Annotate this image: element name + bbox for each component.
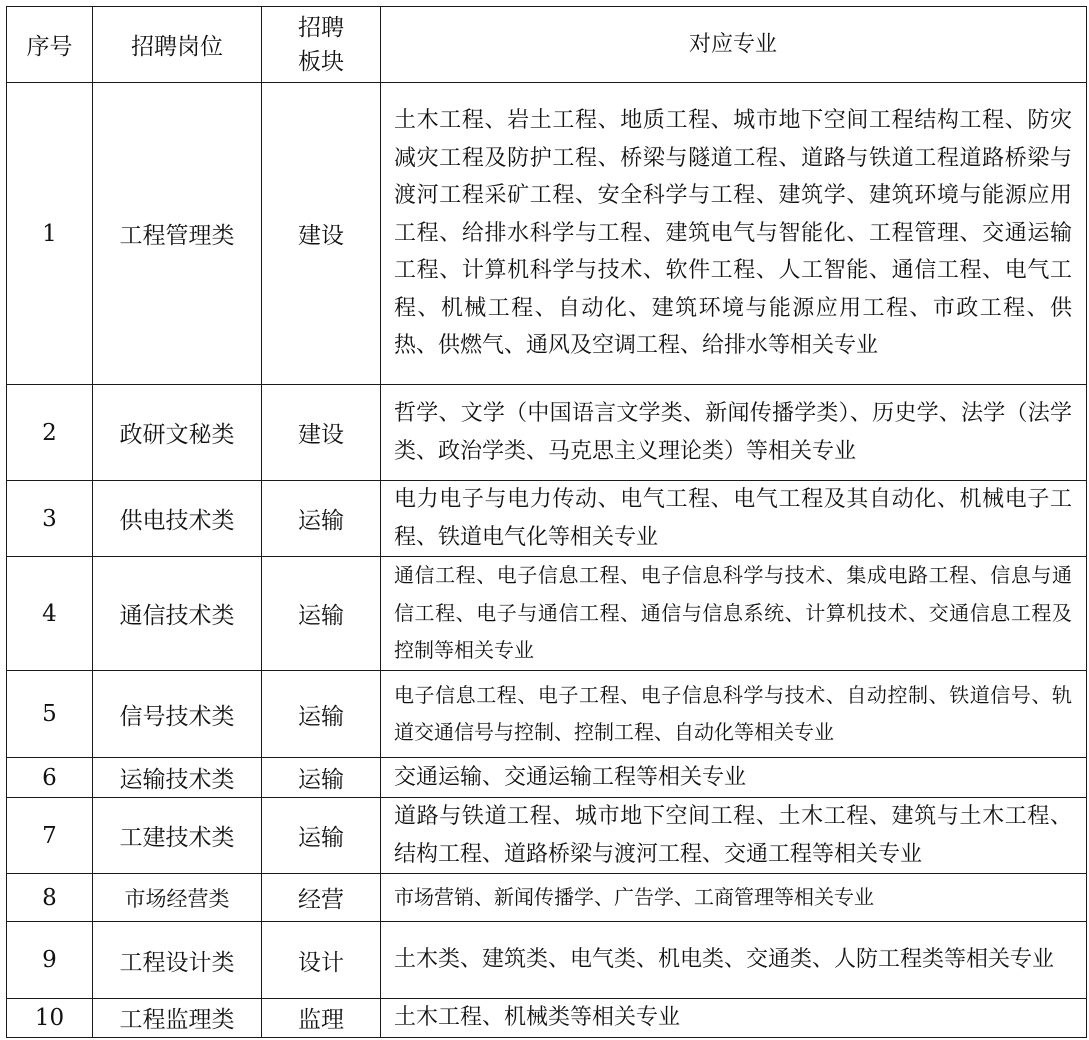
row-index: 10 <box>7 999 93 1038</box>
row-position: 工程监理类 <box>93 999 262 1038</box>
row-sector: 设计 <box>262 922 381 999</box>
row-index: 2 <box>7 385 93 481</box>
table-row <box>7 758 1087 798</box>
row-position: 工建技术类 <box>93 798 262 874</box>
row-index: 6 <box>7 758 93 798</box>
row-sector: 运输 <box>262 557 381 671</box>
row-majors: 哲学、文学（中国语言文学类、新闻传播学类）、历史学、法学（法学类、政治学类、马克思主义理论类）等相关专业 <box>381 385 1087 481</box>
row-position: 供电技术类 <box>93 481 262 557</box>
header-sector-text: 招聘板块 <box>298 14 344 75</box>
row-sector: 运输 <box>262 481 381 557</box>
table-row <box>7 83 1087 385</box>
header-position: 招聘岗位 <box>93 7 262 83</box>
row-position: 政研文秘类 <box>93 385 262 481</box>
table-row <box>7 874 1087 922</box>
row-majors: 交通运输、交通运输工程等相关专业 <box>381 758 1087 798</box>
table-row <box>7 671 1087 758</box>
row-sector: 运输 <box>262 671 381 758</box>
row-position: 工程管理类 <box>93 83 262 385</box>
table-row <box>7 798 1087 874</box>
row-position: 信号技术类 <box>93 671 262 758</box>
row-index: 7 <box>7 798 93 874</box>
table-header-row <box>7 7 1087 83</box>
row-majors: 土木工程、岩土工程、地质工程、城市地下空间工程结构工程、防灾减灾工程及防护工程、桥梁与隧道工程、道路与铁道工程道路桥梁与渡河工程采矿工程、安全科学与工程、建筑学、建筑环境与能源应用工程、给排水科学与工程、建筑电气与智能化、工程管理、交通运输工程、计算机科学与技术、软件工程、人工智能、通信工程、电气工程、机械工程、自动化、建筑环境与能源应用工程、市政工程、供热、供燃气、通风及空调工程、给排水等相关专业 <box>381 83 1087 385</box>
row-majors: 电力电子与电力传动、电气工程、电气工程及其自动化、机械电子工程、铁道电气化等相关专业 <box>381 481 1087 557</box>
header-majors: 对应专业 <box>381 7 1087 83</box>
row-majors: 土木类、建筑类、电气类、机电类、交通类、人防工程类等相关专业 <box>381 922 1087 999</box>
row-position: 工程设计类 <box>93 922 262 999</box>
row-index: 4 <box>7 557 93 671</box>
table-row <box>7 922 1087 999</box>
row-index: 1 <box>7 83 93 385</box>
table-row <box>7 481 1087 557</box>
row-sector: 运输 <box>262 758 381 798</box>
row-position: 通信技术类 <box>93 557 262 671</box>
table-row <box>7 385 1087 481</box>
row-majors: 市场营销、新闻传播学、广告学、工商管理等相关专业 <box>381 874 1087 922</box>
row-sector: 监理 <box>262 999 381 1038</box>
row-index: 8 <box>7 874 93 922</box>
row-index: 9 <box>7 922 93 999</box>
recruitment-table <box>6 6 1087 1038</box>
row-majors: 道路与铁道工程、城市地下空间工程、土木工程、建筑与土木工程、结构工程、道路桥梁与渡河工程、交通工程等相关专业 <box>381 798 1087 874</box>
row-position: 运输技术类 <box>93 758 262 798</box>
row-index: 5 <box>7 671 93 758</box>
row-sector: 运输 <box>262 798 381 874</box>
row-index: 3 <box>7 481 93 557</box>
row-majors: 土木工程、机械类等相关专业 <box>381 999 1087 1038</box>
row-majors: 通信工程、电子信息工程、电子信息科学与技术、集成电路工程、信息与通信工程、电子与通信工程、通信与信息系统、计算机技术、交通信息工程及控制等相关专业 <box>381 557 1087 671</box>
row-sector: 建设 <box>262 83 381 385</box>
row-majors: 电子信息工程、电子工程、电子信息科学与技术、自动控制、铁道信号、轨道交通信号与控制、控制工程、自动化等相关专业 <box>381 671 1087 758</box>
row-sector: 建设 <box>262 385 381 481</box>
header-index: 序号 <box>7 7 93 83</box>
table-row <box>7 557 1087 671</box>
table-row <box>7 999 1087 1038</box>
row-sector: 经营 <box>262 874 381 922</box>
row-position: 市场经营类 <box>93 874 262 922</box>
header-sector <box>262 7 381 83</box>
